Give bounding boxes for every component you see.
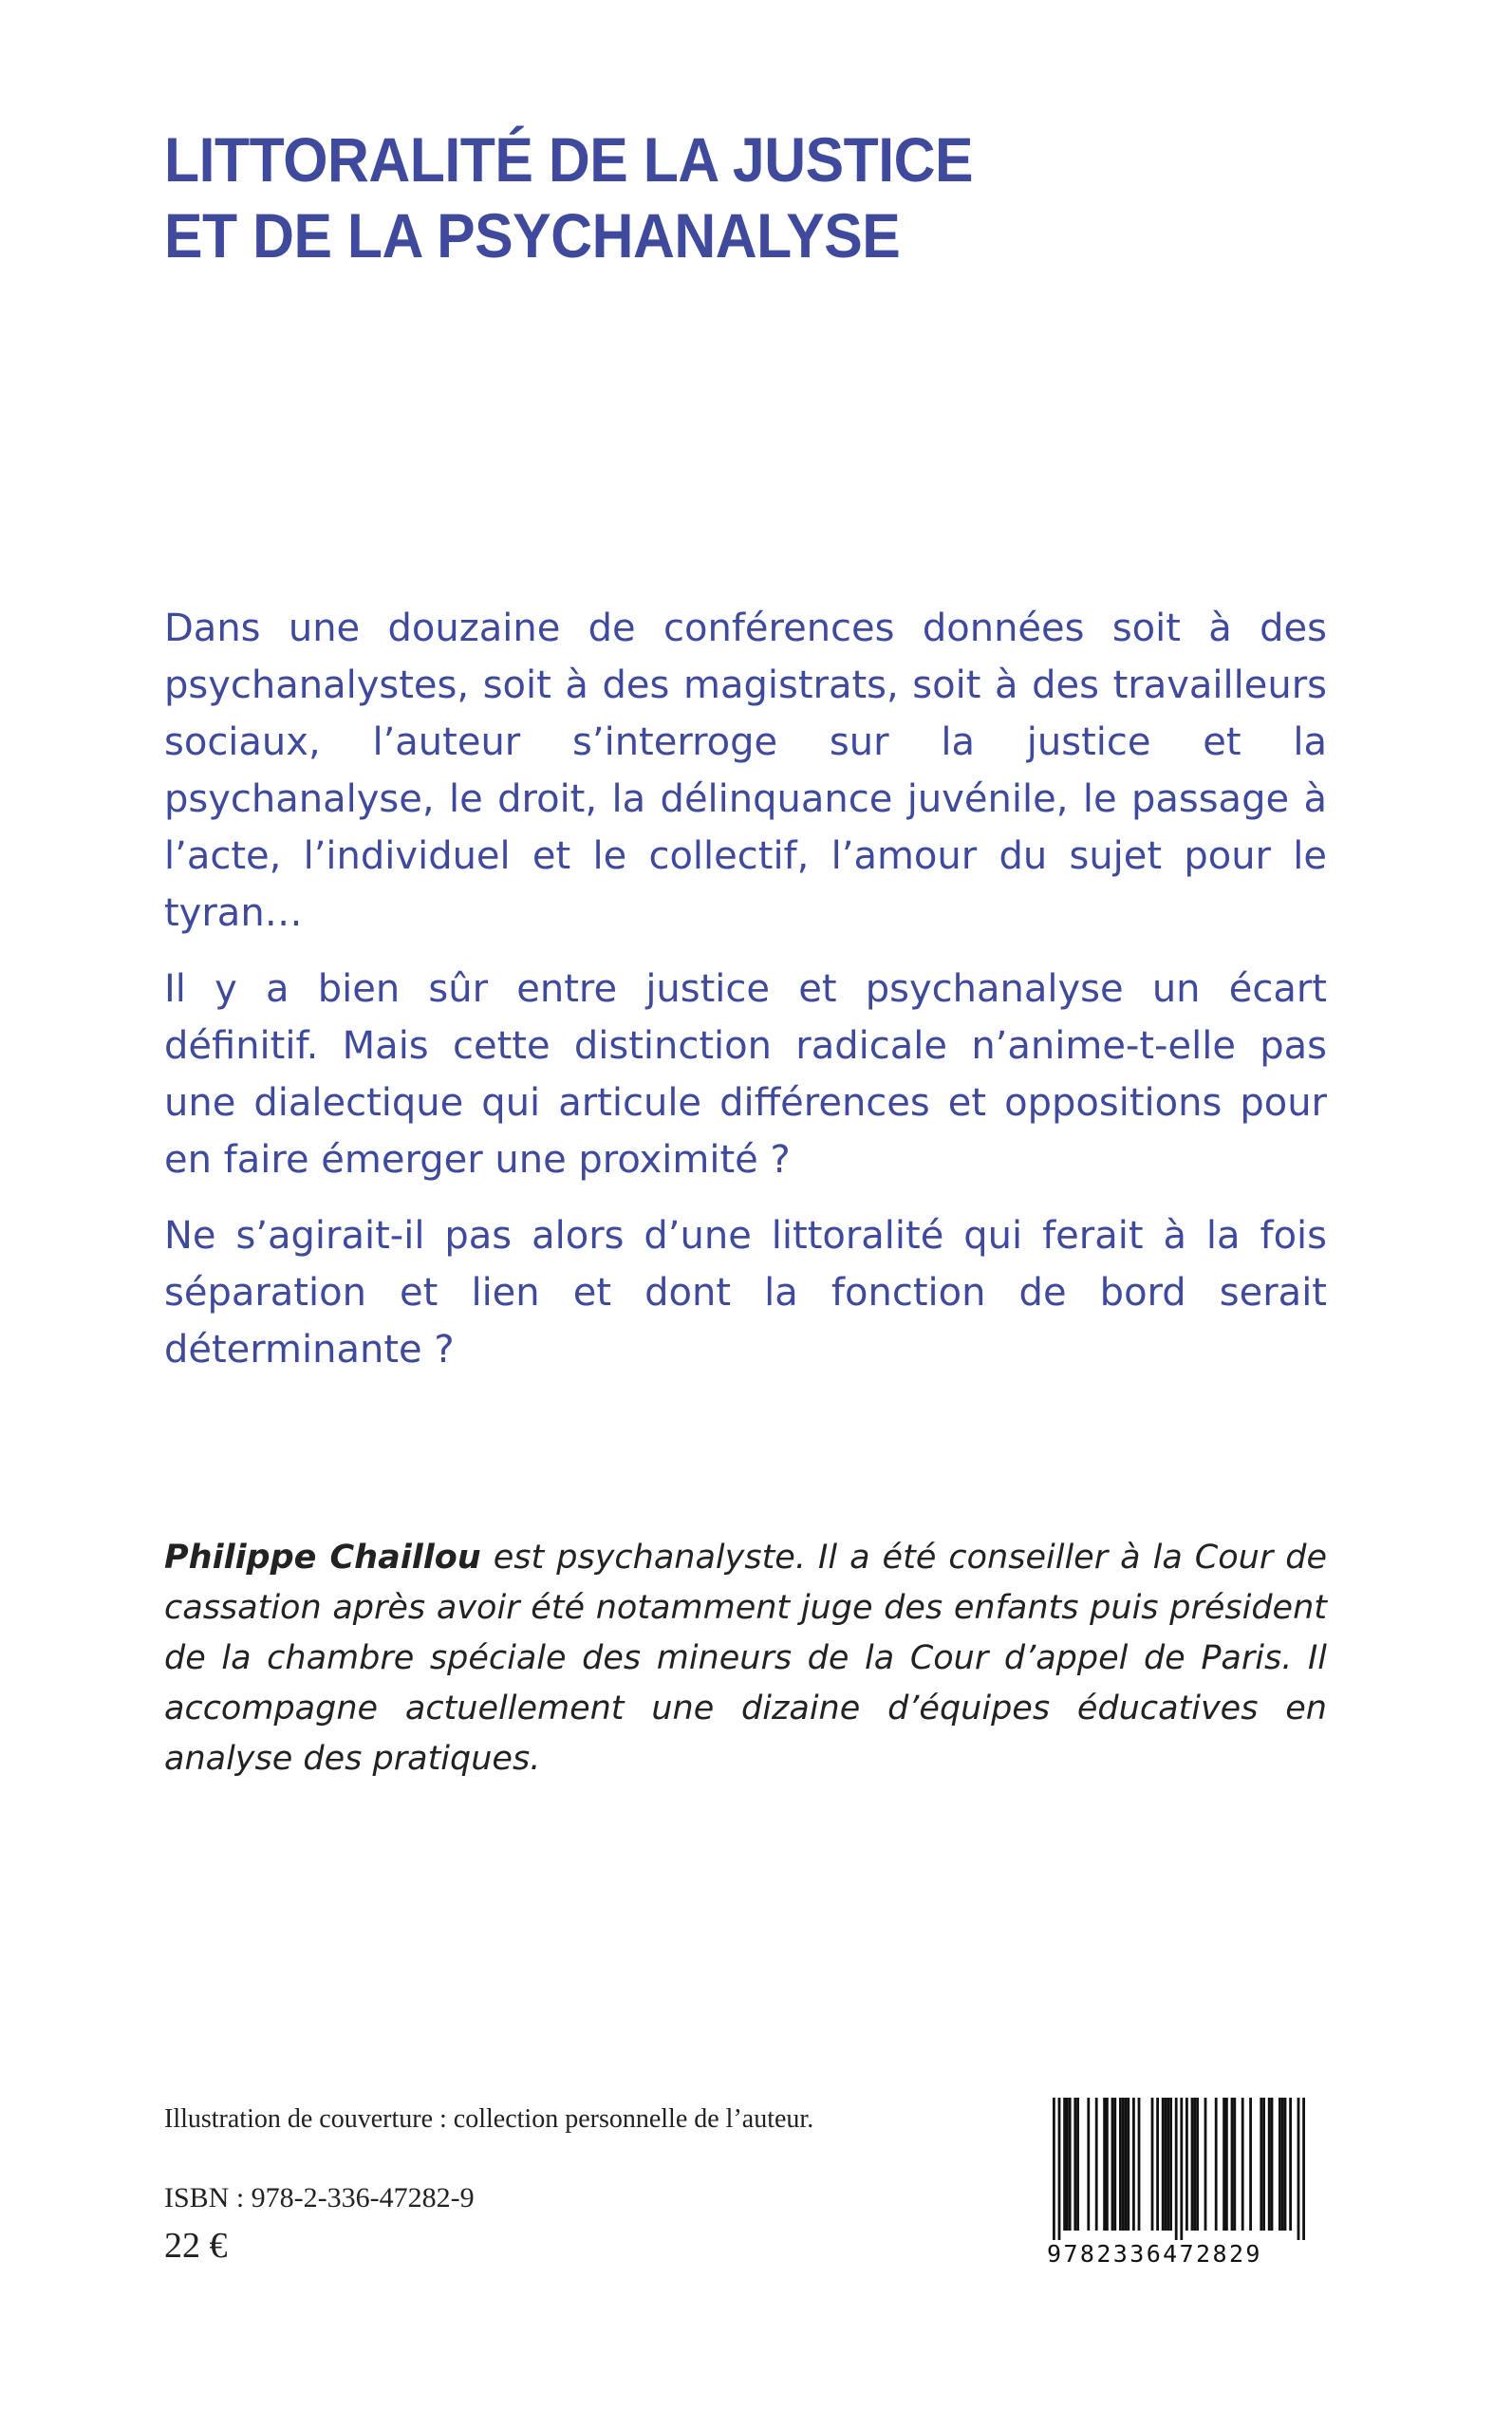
title-line-2: ET DE LA PSYCHANALYSE bbox=[164, 200, 901, 271]
barcode-bar bbox=[1132, 2098, 1135, 2231]
barcode-bar bbox=[1249, 2098, 1252, 2231]
barcode-bar bbox=[1297, 2098, 1300, 2240]
barcode-digits: 9782336472829 bbox=[1047, 2240, 1262, 2268]
barcode-bar bbox=[1281, 2098, 1284, 2231]
barcode-bar bbox=[1125, 2098, 1128, 2231]
barcode-bar bbox=[1119, 2098, 1122, 2231]
barcode-bar bbox=[1271, 2098, 1274, 2231]
barcode-bar bbox=[1111, 2098, 1114, 2231]
barcode-bar bbox=[1113, 2098, 1116, 2231]
barcode-bar bbox=[1103, 2098, 1106, 2231]
barcode-bar bbox=[1167, 2098, 1169, 2231]
barcode-bar bbox=[1302, 2098, 1305, 2240]
author-name: Philippe Chaillou bbox=[164, 1539, 481, 1577]
barcode-bar bbox=[1073, 2098, 1076, 2231]
barcode-bar bbox=[1284, 2098, 1287, 2231]
barcode-bar bbox=[1231, 2098, 1234, 2231]
price: 22 € bbox=[164, 2226, 228, 2266]
summary-paragraph-2: Il y a bien sûr entre justice et psychanalyse un écart définitif. Mais cette distinction radicale n’anime-t-elle pas une dialectique qui articule différences et oppositions pour en faire émerger une proximité ? bbox=[164, 967, 1327, 1182]
summary-paragraph-3: Ne s’agirait-il pas alors d’une littoralité qui ferait à la fois séparation et lien et dont la fonction de bord serait déterminante ? bbox=[164, 1214, 1327, 1372]
barcode-bar bbox=[1225, 2098, 1228, 2231]
barcode-bar bbox=[1106, 2098, 1109, 2231]
barcode-bar bbox=[1076, 2098, 1079, 2231]
barcode-bar bbox=[1204, 2098, 1207, 2231]
barcode-bar bbox=[1191, 2098, 1194, 2231]
barcode-bar bbox=[1156, 2098, 1159, 2231]
author-bio-text: est psychanalyste. Il a été conseiller à la Cour de cassation après avoir été notamment juge des enfants puis président de la chambre spéciale des mineurs de la Cour d’appel de Paris. Il accompagne actuellement une dizaine d’équipes éducatives en analyse des pratiques. bbox=[164, 1539, 1328, 1778]
barcode-bar bbox=[1165, 2098, 1167, 2231]
barcode-bar bbox=[1127, 2098, 1129, 2231]
title-line-1: LITTORALITÉ DE LA JUSTICE bbox=[164, 124, 974, 195]
barcode-bar bbox=[1087, 2098, 1090, 2231]
barcode-bar bbox=[1289, 2098, 1292, 2231]
barcode-bar bbox=[1175, 2098, 1178, 2240]
barcode-bar bbox=[1053, 2098, 1055, 2240]
barcode-bar bbox=[1193, 2098, 1196, 2231]
barcode-bar bbox=[1122, 2098, 1125, 2231]
book-summary bbox=[164, 600, 1327, 1397]
isbn: ISBN : 978-2-336-47282-9 bbox=[164, 2182, 475, 2213]
barcode-bar bbox=[1063, 2098, 1066, 2231]
barcode-bar bbox=[1196, 2098, 1199, 2231]
barcode-bar bbox=[1095, 2098, 1098, 2231]
barcode-bar bbox=[1215, 2098, 1218, 2231]
cover-illustration-credit: Illustration de couverture : collection personnelle de l’auteur. bbox=[164, 2104, 814, 2134]
barcode-bar bbox=[1066, 2098, 1069, 2231]
barcode-bar bbox=[1268, 2098, 1271, 2231]
barcode-bar bbox=[1058, 2098, 1061, 2240]
summary-paragraph-1: Dans une douzaine de conférences données soit à des psychanalystes, soit à des magistrats, soit à des travailleurs sociaux, l’auteur s’interroge sur la justice et la psychanalyse, le droit, la délinquance juvénile, le passage à l’acte, l’individuel et le collectif, l’amour du sujet pour le tyran… bbox=[164, 607, 1327, 935]
barcode-bar bbox=[1262, 2098, 1265, 2231]
barcode-bar bbox=[1279, 2098, 1281, 2231]
book-title bbox=[164, 121, 973, 273]
barcode-bar bbox=[1260, 2098, 1262, 2231]
barcode bbox=[1039, 2098, 1324, 2283]
barcode-bar bbox=[1180, 2098, 1183, 2240]
barcode-bar bbox=[1138, 2098, 1141, 2231]
barcode-bars bbox=[1039, 2098, 1324, 2240]
barcode-bar bbox=[1185, 2098, 1188, 2231]
barcode-bar bbox=[1069, 2098, 1072, 2231]
barcode-bar bbox=[1151, 2098, 1154, 2231]
barcode-bar bbox=[1241, 2098, 1244, 2231]
author-bio bbox=[164, 1533, 1327, 1784]
barcode-bar bbox=[1162, 2098, 1165, 2231]
barcode-bar bbox=[1233, 2098, 1236, 2231]
barcode-bar bbox=[1169, 2098, 1172, 2231]
barcode-bar bbox=[1223, 2098, 1225, 2231]
